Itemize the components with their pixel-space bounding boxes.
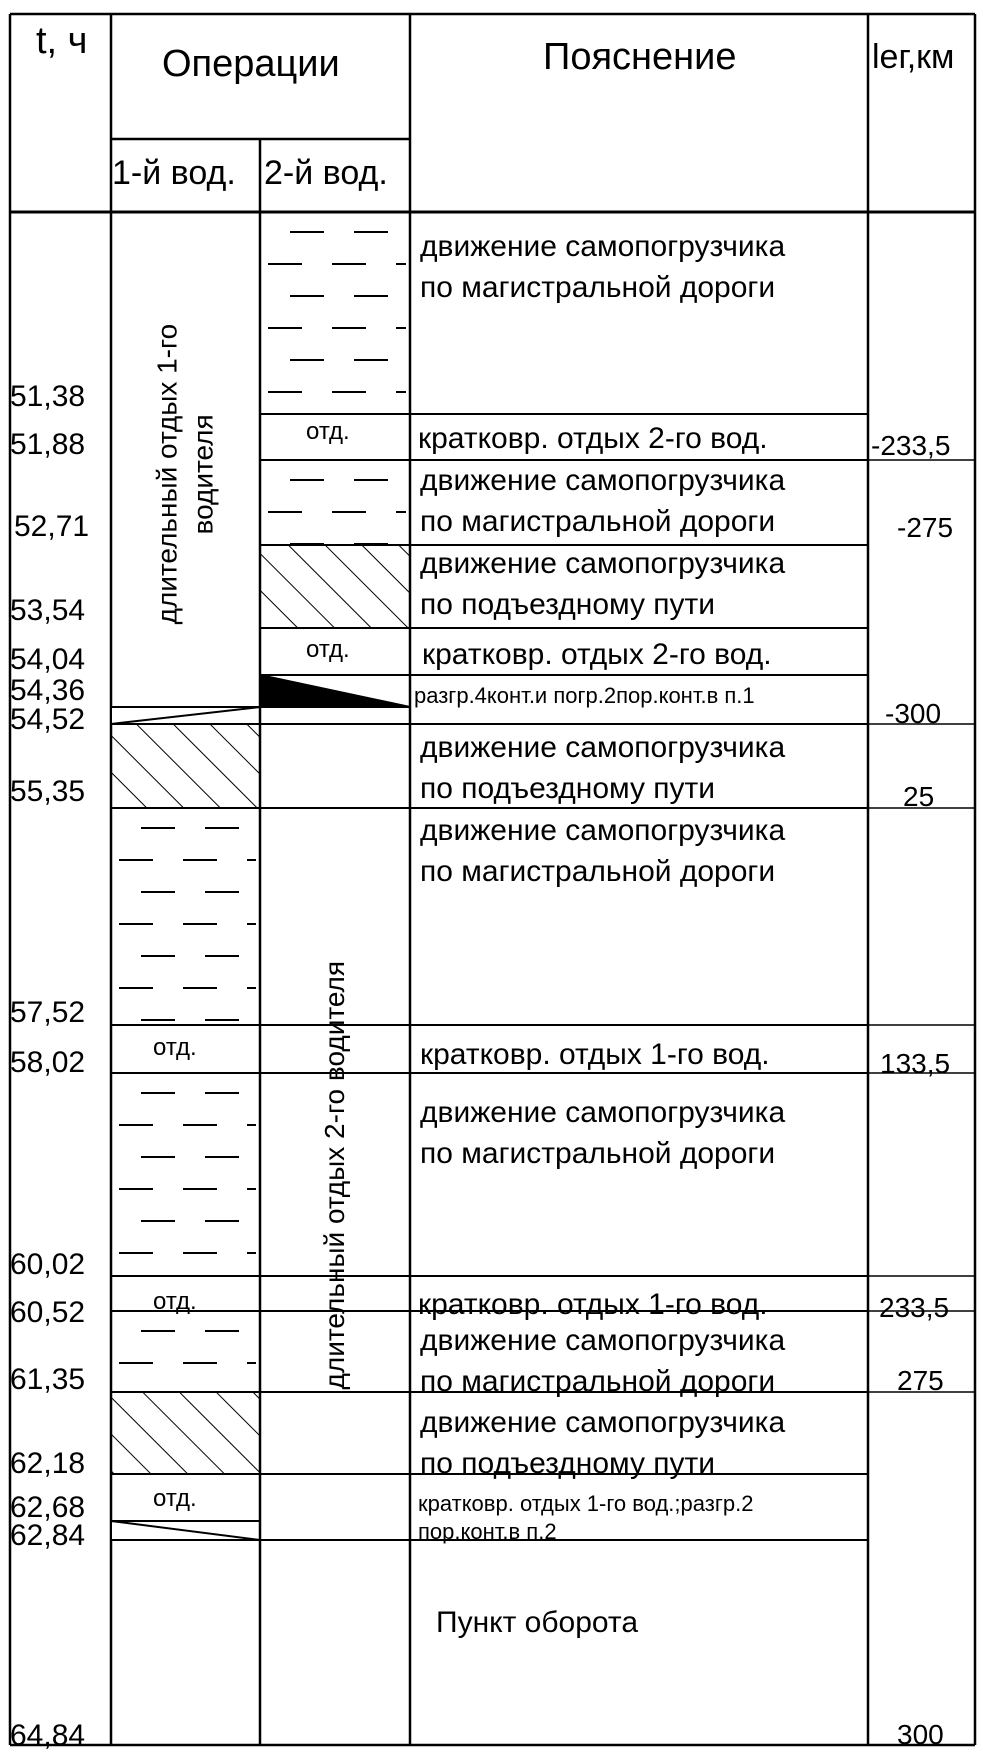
rest-label: отд. — [153, 1034, 197, 1061]
driver2-header: 2-й вод. — [264, 154, 388, 192]
time-label: 60,02 — [10, 1248, 86, 1281]
explanation-text: кратковр. отдых 1-го вод.;разгр.2 пор.конт.в п.2 — [418, 1491, 754, 1544]
magistral-road-driver1 — [119, 1093, 256, 1253]
distance-value: -300 — [885, 698, 942, 729]
time-label: 51,38 — [10, 380, 86, 413]
time-label: 58,02 — [10, 1046, 86, 1079]
time-label: 54,52 — [10, 703, 86, 736]
explanation-text: движение самопогрузчика по магистральной дороги — [420, 464, 786, 538]
distance-value: -275 — [897, 512, 954, 543]
explanation-text: движение самопогрузчика по подъездному пути — [420, 547, 786, 621]
driver1-header: 1-й вод. — [112, 154, 236, 192]
rest-label: отд. — [306, 418, 350, 445]
explanation-text: кратковр. отдых 2-го вод. — [418, 422, 768, 455]
explanation-text: кратковр. отдых 1-го вод. — [420, 1038, 770, 1071]
unloading-driver1 — [111, 1521, 260, 1540]
time-column-header: t, ч — [36, 20, 88, 62]
time-label: 62,68 — [10, 1491, 86, 1524]
distance-value: 25 — [903, 781, 935, 812]
loading-driver1 — [111, 707, 260, 724]
time-label: 54,36 — [10, 674, 86, 707]
magistral-road-driver2 — [268, 232, 406, 392]
distance-value: -233,5 — [871, 430, 951, 461]
time-label: 53,54 — [10, 594, 86, 627]
time-label: 64,84 — [10, 1719, 86, 1752]
operations-header: Операции — [162, 43, 340, 85]
time-label: 55,35 — [10, 775, 86, 808]
rest-label: отд. — [153, 1485, 197, 1512]
rest-label: отд. — [153, 1288, 197, 1315]
explanation-text: движение самопогрузчика по магистральной дороги — [420, 1096, 786, 1170]
time-label: 57,52 — [10, 996, 86, 1029]
explanation-text: движение самопогрузчика по магистральной дороги — [420, 230, 786, 304]
loading-driver2 — [260, 675, 410, 707]
explanation-text: Пункт оборота — [436, 1606, 639, 1639]
access-road-driver1 — [111, 724, 260, 808]
explanation-text: кратковр. отдых 2-го вод. — [422, 638, 772, 671]
explanation-text: движение самопогрузчика по магистральной дороги — [420, 1324, 786, 1398]
time-label: 60,52 — [10, 1296, 86, 1329]
time-label: 54,04 — [10, 643, 86, 676]
explanation-text: движение самопогрузчика по магистральной дороги — [420, 814, 786, 888]
distance-value: 233,5 — [879, 1292, 950, 1323]
explanation-header: Пояснение — [543, 36, 737, 78]
explanation-text: разгр.4конт.и погр.2пор.конт.в п.1 — [414, 683, 755, 708]
distance-header: lег,км — [872, 38, 955, 76]
distance-value: 133,5 — [880, 1048, 951, 1079]
rest-label: отд. — [306, 636, 350, 663]
explanation-text: движение самопогрузчика по подъездному пути — [420, 1406, 786, 1480]
time-label: 62,84 — [10, 1519, 86, 1552]
magistral-road-driver1 — [119, 828, 256, 1020]
access-road-driver1 — [111, 1392, 260, 1474]
explanation-text: кратковр. отдых 1-го вод. — [418, 1288, 768, 1321]
time-label: 62,18 — [10, 1447, 86, 1480]
magistral-road-driver1 — [119, 1331, 256, 1363]
magistral-road-driver2 — [268, 480, 406, 544]
time-label: 52,71 — [14, 510, 90, 543]
time-label: 61,35 — [10, 1363, 86, 1396]
time-label: 51,88 — [10, 428, 86, 461]
explanation-text: движение самопогрузчика по подъездному пути — [420, 731, 786, 805]
distance-value: 300 — [897, 1719, 944, 1750]
distance-value: 275 — [897, 1365, 944, 1396]
access-road-driver2 — [260, 545, 410, 628]
long-rest-driver2-label: длительный отдых 2-го водителя — [318, 960, 350, 1390]
long-rest-driver1-label: длительный отдых 1-го водителя — [151, 323, 219, 625]
